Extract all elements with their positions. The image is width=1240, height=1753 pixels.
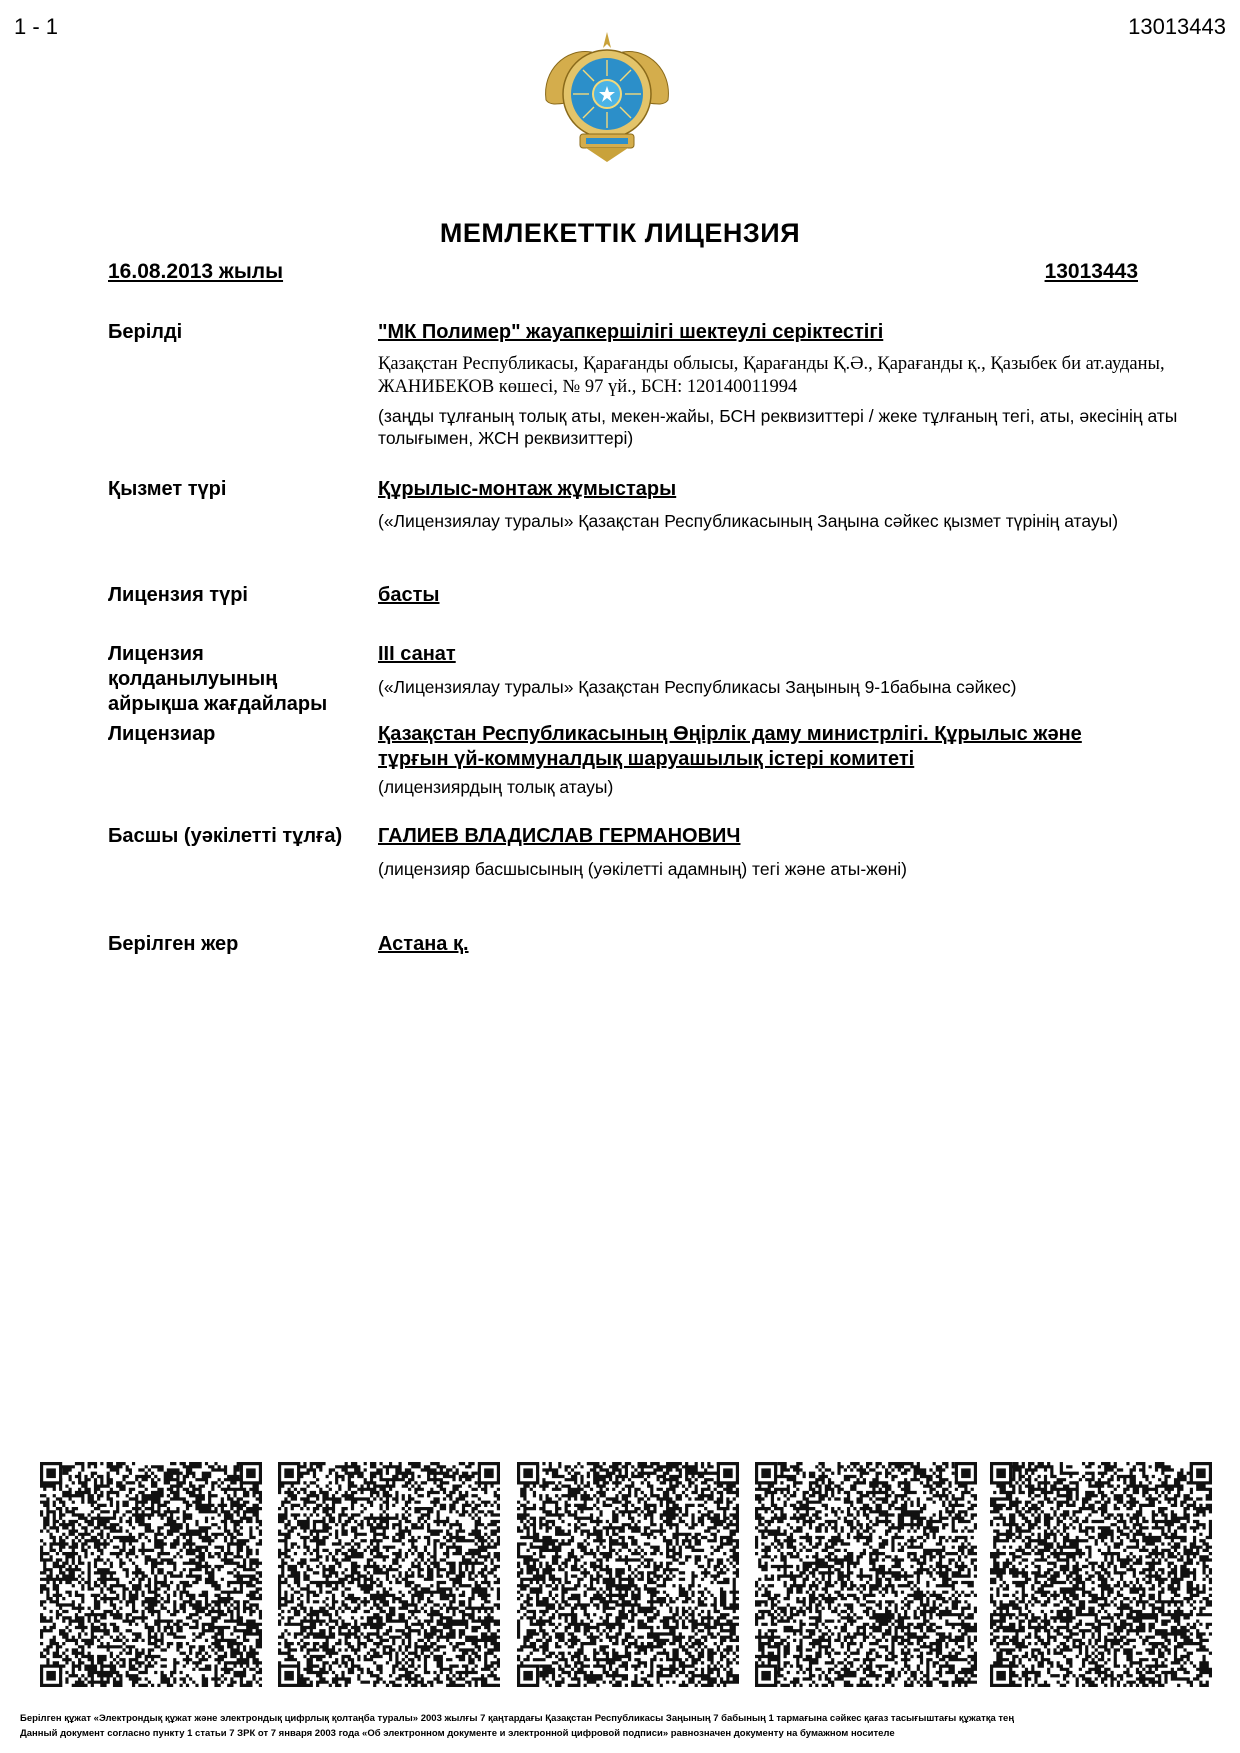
issued-to-address: Қазақстан Республикасы, Қарағанды облысы, Қарағанды Қ.Ә., Қарағанды қ., Қазыбек би ат.ауданы, ЖАНИБЕКОВ көшесі, № 97 үй., БСН: 120140011994 <box>378 354 1165 397</box>
activity-value: Құрылыс-монтаж жұмыстары <box>378 478 677 500</box>
licensor-note: (лицензиярдың толық атауы) <box>378 777 614 797</box>
special-conditions-label: Лицензия қолданылуының айрықша жағдайлары <box>108 643 328 715</box>
qr-code <box>517 1462 739 1687</box>
page-indicator: 1 - 1 <box>14 14 59 39</box>
issued-to-label: Берілді <box>108 321 183 343</box>
place-label: Берілген жер <box>108 933 239 955</box>
document-number-top: 13013443 <box>1128 14 1226 39</box>
footer-legal-kz: Берілген құжат «Электрондық құжат және электрондық цифрлық қолтаңба туралы» 2003 жылғы 7 қаңтардағы Қазақстан Республикасы Заңының 7 бабының 1 тармағына сәйкес қағаз тасығыштағы құжатқа тең <box>20 1713 1015 1724</box>
licensor-value: Қазақстан Республикасының Өңірлік даму министрлігі. Құрылыс және тұрғын үй-коммуналдық шаруашылық істері комитеті <box>378 723 1082 770</box>
license-number: 13013443 <box>1044 260 1138 283</box>
qr-code <box>990 1462 1212 1687</box>
license-type-label: Лицензия түрі <box>108 584 248 606</box>
licensor-label: Лицензиар <box>108 723 216 745</box>
qr-code <box>40 1462 262 1687</box>
special-conditions-value: III санат <box>378 643 456 665</box>
activity-note: («Лицензиялау туралы» Қазақстан Республикасының Заңына сәйкес қызмет түрінің атауы) <box>378 511 1119 531</box>
issued-to-value: "МК Полимер" жауапкершілігі шектеулі серіктестігі <box>378 321 884 343</box>
license-type-value: басты <box>378 584 440 606</box>
head-value: ГАЛИЕВ ВЛАДИСЛАВ ГЕРМАНОВИЧ <box>378 825 741 847</box>
issued-to-note: (заңды тұлғаның толық аты, мекен-жайы, БСН реквизиттері / жеке тұлғаның тегі, аты, әкесінің аты толығымен, ЖСН реквизиттері) <box>378 406 1178 448</box>
special-conditions-note: («Лицензиялау туралы» Қазақстан Республикасы Заңының 9-1бабына сәйкес) <box>378 677 1017 697</box>
qr-code <box>278 1462 500 1687</box>
head-label: Басшы (уәкілетті тұлға) <box>108 825 343 847</box>
activity-label: Қызмет түрі <box>108 478 227 500</box>
qr-code <box>755 1462 977 1687</box>
footer-legal-ru: Данный документ согласно пункту 1 статьи 7 ЗРК от 7 января 2003 года «Об электронном документе и электронной цифровой подписи» равнозначен документу на бумажном носителе <box>20 1728 895 1739</box>
issue-date: 16.08.2013 жылы <box>108 260 284 283</box>
state-emblem-icon <box>536 30 678 166</box>
place-value: Астана қ. <box>378 933 469 955</box>
qr-code-row <box>40 1462 1212 1687</box>
head-note: (лицензияр басшысының (уәкілетті адамның) тегі және аты-жөні) <box>378 859 907 879</box>
document-title: МЕМЛЕКЕТТІК ЛИЦЕНЗИЯ <box>439 218 801 248</box>
